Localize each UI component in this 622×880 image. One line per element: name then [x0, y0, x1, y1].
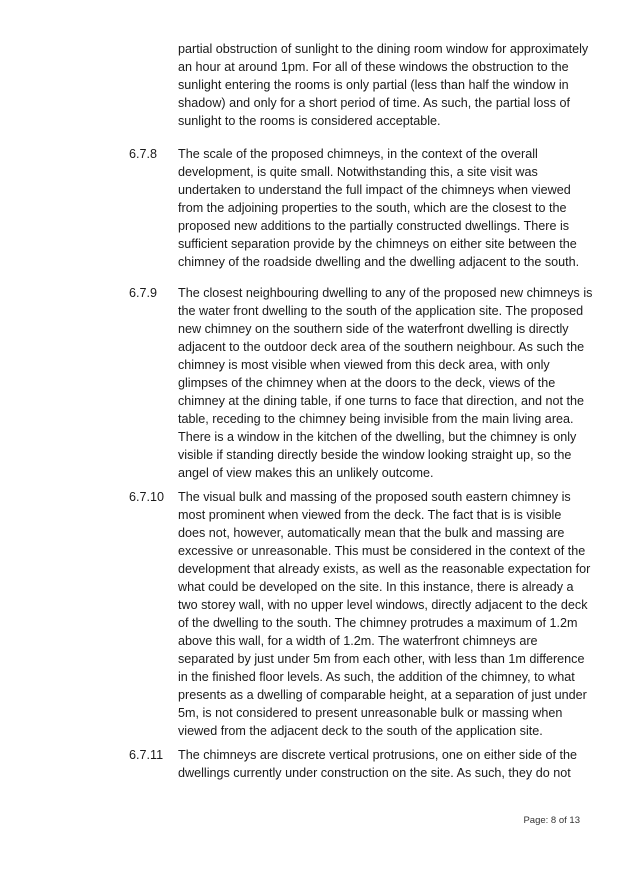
text-line: chimney at the dining table, if one turns to face that direction, and not the — [178, 394, 585, 408]
paragraph-number: 6.7.10 — [129, 490, 165, 504]
text-line: an hour at around 1pm. For all of these windows the obstruction to the — [178, 60, 569, 74]
text-line: There is a window in the kitchen of the dwelling, but the chimney is only — [178, 430, 577, 444]
text-line: presents as a dwelling of comparable height, at a separation of just under — [178, 688, 587, 702]
text-line: excessive or unreasonable. This must be considered in the context of the — [178, 544, 586, 558]
text-line: development, is quite small. Notwithstanding this, a site visit was — [178, 165, 538, 179]
paragraph-6-7-9 — [178, 284, 598, 482]
text-line: in the finished floor levels. As such, the addition of the chimney, to what — [178, 670, 575, 684]
intro-paragraph — [178, 40, 598, 130]
text-line: chimney is most visible when viewed from this deck area, with only — [178, 358, 550, 372]
text-line: above this wall, for a width of 1.2m. The waterfront chimneys are — [178, 634, 538, 648]
text-line: two storey wall, with no upper level windows, directly adjacent to the deck — [178, 598, 588, 612]
text-line: shadow) and only for a short period of time. As such, the partial loss of — [178, 96, 571, 110]
text-line: of the dwelling to the south. The chimney protrudes a maximum of 1.2m — [178, 616, 578, 630]
paragraph-number: 6.7.9 — [129, 286, 158, 300]
text-line: development that already exists, as well as the reasonable expectation for — [178, 562, 591, 576]
text-line: separated by just under 5m from each other, with less than 1m difference — [178, 652, 585, 666]
text-line: proposed new additions to the partially constructed dwellings. There is — [178, 219, 570, 233]
text-line: adjacent to the outdoor deck area of the southern neighbour. As such the — [178, 340, 585, 354]
text-line: dwellings currently under construction on the site. As such, they do not — [178, 766, 571, 780]
paragraph-number: 6.7.11 — [129, 748, 164, 762]
text-line: chimney of the roadside dwelling and the dwelling adjacent to the south. — [178, 255, 580, 269]
text-line: glimpses of the chimney when at the doors to the deck, views of the — [178, 376, 556, 390]
text-line: The visual bulk and massing of the proposed south eastern chimney is — [178, 490, 571, 504]
text-line: new chimney on the southern side of the waterfront dwelling is directly — [178, 322, 569, 336]
text-line: The closest neighbouring dwelling to any of the proposed new chimneys is — [178, 286, 593, 300]
paragraph-number: 6.7.8 — [129, 147, 158, 161]
text-line: angel of view makes this an unlikely outcome. — [178, 466, 434, 480]
text-line: from the adjoining properties to the south, which are the closest to the — [178, 201, 567, 215]
text-line: what could be developed on the site. In this instance, there is already a — [178, 580, 574, 594]
text-line: the water front dwelling to the south of the application site. The proposed — [178, 304, 584, 318]
text-line: visible if standing directly beside the window looking straight up, so the — [178, 448, 572, 462]
text-line: The scale of the proposed chimneys, in the context of the overall — [178, 147, 538, 161]
paragraph-6-7-11 — [178, 746, 598, 782]
text-line: 5m, is not considered to present unreasonable bulk or massing when — [178, 706, 563, 720]
text-line: viewed from the adjacent deck to the south of the application site. — [178, 724, 543, 738]
text-line: sufficient separation provide by the chimneys on either site between the — [178, 237, 577, 251]
page-number: Page: 8 of 13 — [523, 815, 580, 826]
text-line: partial obstruction of sunlight to the dining room window for approximately — [178, 42, 589, 56]
paragraph-6-7-10 — [178, 488, 598, 740]
text-line: sunlight to the rooms is considered acceptable. — [178, 114, 441, 128]
text-line: undertaken to understand the full impact of the chimneys when viewed — [178, 183, 571, 197]
text-line: table, receding to the chimney being invisible from the main living area. — [178, 412, 574, 426]
text-line: sunlight entering the rooms is only partial (less than half the window in — [178, 78, 569, 92]
paragraph-6-7-8 — [178, 145, 598, 271]
text-line: does not, however, automatically mean that the bulk and massing are — [178, 526, 565, 540]
text-line: The chimneys are discrete vertical protrusions, one on either side of the — [178, 748, 578, 762]
text-line: most prominent when viewed from the deck. The fact that is is visible — [178, 508, 562, 522]
